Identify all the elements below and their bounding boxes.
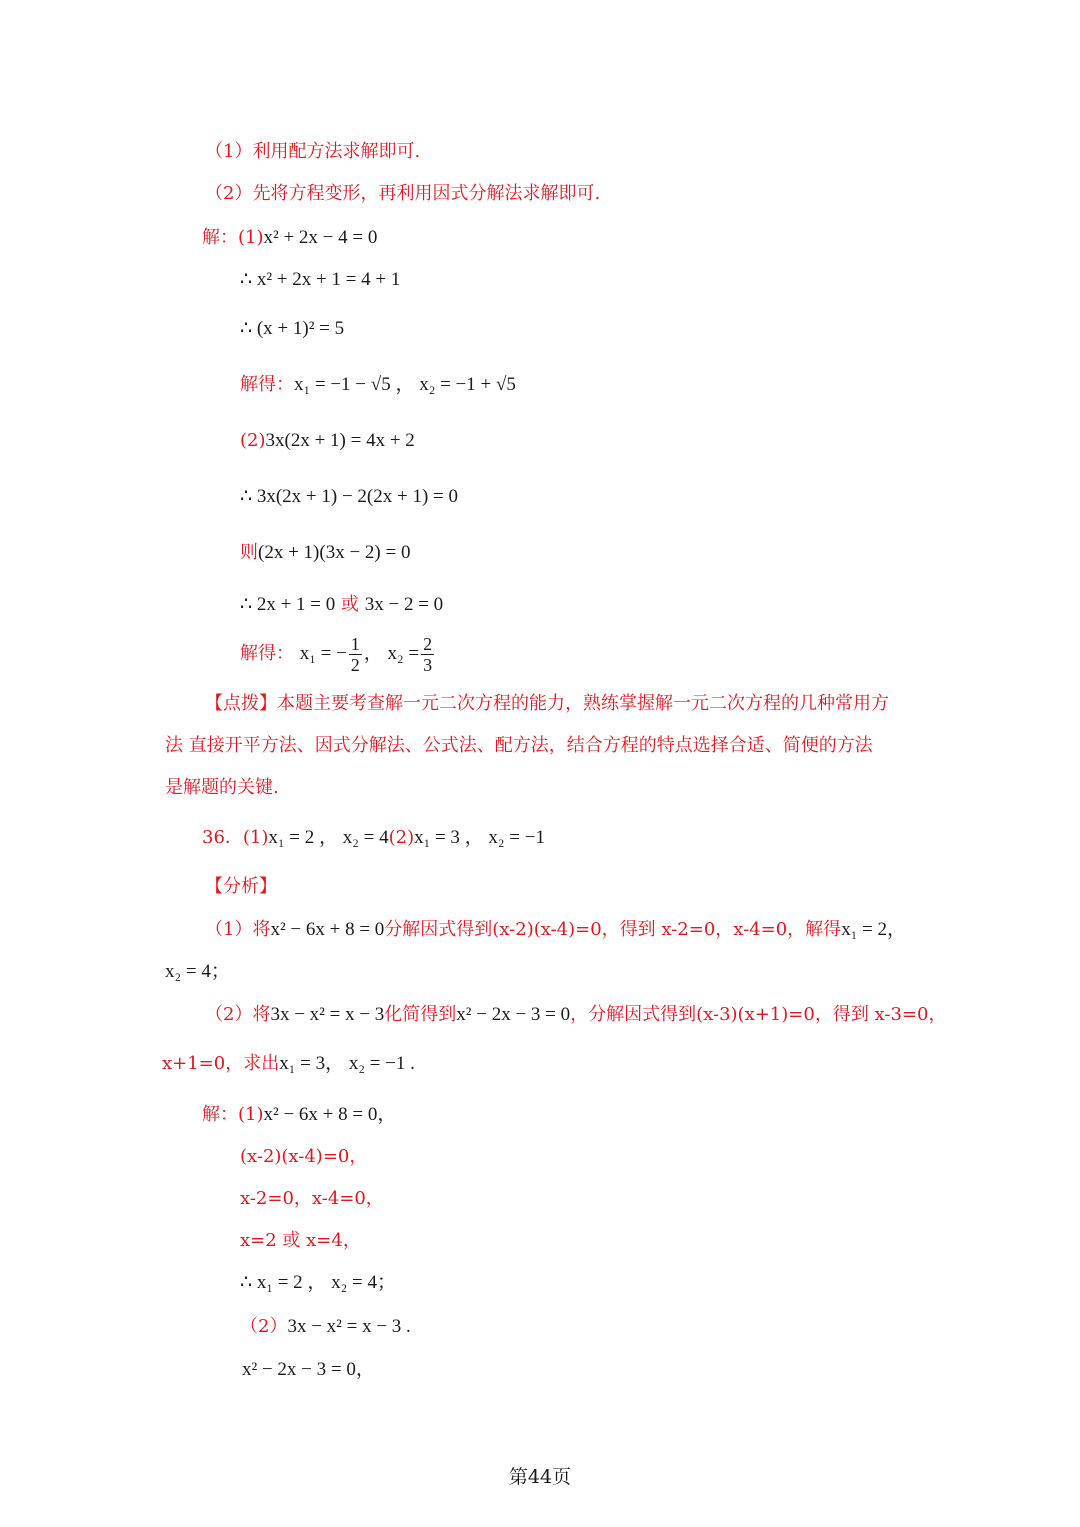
fraction-one-half bbox=[349, 634, 362, 675]
analysis-title: 【分析】 bbox=[205, 876, 277, 897]
answer-b: x₁ = 3 ， x₂ = −1 bbox=[414, 827, 545, 848]
part2-label: (2) bbox=[240, 430, 266, 451]
analysis-2-line-1 bbox=[205, 1003, 946, 1027]
fraction-numerator: 1 bbox=[350, 633, 360, 654]
q36-step-simplified: x² − 2x − 3 = 0， bbox=[242, 1359, 375, 1380]
part2-label: （2） bbox=[240, 1316, 288, 1337]
zero-product-a: ∴ 2x + 1 = 0 bbox=[240, 594, 336, 615]
analysis-2-equation-1: 3x − x² = x − 3 bbox=[270, 1004, 385, 1025]
step-zero-product bbox=[240, 593, 443, 617]
q36-answer bbox=[202, 826, 545, 850]
result-label: 解得： bbox=[240, 374, 294, 395]
step-square-form: ∴ (x + 1)² = 5 bbox=[240, 318, 345, 339]
question-number: 36． bbox=[202, 827, 243, 848]
tip-line-1: 【点拨】本题主要考查解一元二次方程的能力，熟练掌握解一元二次方程的几种常用方 bbox=[205, 693, 889, 714]
analysis-line-1: （1）利用配方法求解即可. bbox=[205, 141, 421, 162]
q36-step-factored: (x-2)(x-4)=0， bbox=[240, 1146, 368, 1167]
q36-step-roots: x=2 或 x=4， bbox=[240, 1230, 361, 1251]
result-part2 bbox=[240, 630, 436, 678]
analysis-1-equation: x² − 6x + 8 = 0 bbox=[270, 919, 385, 940]
solution-prefix: 解： bbox=[202, 227, 238, 248]
part1-equation: x² − 6x + 8 = 0， bbox=[263, 1104, 397, 1125]
analysis-1-line-2: x₂ = 4； bbox=[165, 961, 230, 982]
fraction-numerator: 2 bbox=[423, 633, 433, 654]
tip-line-3: 是解题的关键. bbox=[165, 777, 279, 798]
q36-solution-part2-header bbox=[240, 1315, 411, 1339]
part1-label: (1) bbox=[238, 227, 264, 248]
analysis-1-line-1 bbox=[205, 918, 906, 942]
answer-a-label: (1) bbox=[242, 827, 269, 848]
solution-prefix: 解： bbox=[202, 1104, 238, 1125]
fraction-two-thirds bbox=[421, 634, 434, 675]
solution-part1-header bbox=[202, 226, 377, 250]
fraction-denominator: 2 bbox=[350, 654, 360, 675]
result-label-2: 解得： bbox=[240, 643, 294, 664]
part1-label: (1) bbox=[238, 1104, 264, 1125]
step-move-terms: ∴ 3x(2x + 1) − 2(2x + 1) = 0 bbox=[240, 486, 459, 507]
step-complete-square: ∴ x² + 2x + 1 = 4 + 1 bbox=[240, 269, 401, 290]
fraction-denominator: 3 bbox=[423, 654, 433, 675]
solution-part2-header bbox=[240, 429, 415, 453]
part1-equation: x² + 2x − 4 = 0 bbox=[263, 227, 378, 248]
answer-b-label: (2) bbox=[388, 827, 415, 848]
zero-product-b: 3x − 2 = 0 bbox=[364, 594, 444, 615]
analysis-2-line-2 bbox=[162, 1052, 415, 1076]
q36-solution-part1-header bbox=[202, 1103, 396, 1127]
part2-equation: 3x − x² = x − 3 . bbox=[287, 1316, 411, 1337]
answer-a: x₁ = 2 ， x₂ = 4 bbox=[268, 827, 389, 848]
analysis-2-intro: （2）将 bbox=[205, 1004, 271, 1025]
tip-line-2: 法 直接开平方法、因式分解法、公式法、配方法，结合方程的特点选择合适、简便的方法 bbox=[165, 735, 873, 756]
q36-step-zero: x-2=0，x-4=0， bbox=[240, 1188, 384, 1209]
analysis-2-text-2: x+1=0，求出 bbox=[162, 1053, 280, 1074]
page-number: 第44页 bbox=[508, 1466, 572, 1488]
factored-equation: (2x + 1)(3x − 2) = 0 bbox=[258, 542, 411, 563]
result-part1-equation: x₁ = −1 − √5 ， x₂ = −1 + √5 bbox=[294, 374, 516, 395]
analysis-2-text: ，分解因式得到(x-3)(x+1)=0，得到 x-3=0， bbox=[570, 1004, 947, 1025]
result-part1 bbox=[240, 373, 516, 397]
step-factored bbox=[240, 541, 410, 565]
analysis-line-2: （2）先将方程变形，再利用因式分解法求解即可. bbox=[205, 183, 601, 204]
analysis-1-x1: x₁ = 2， bbox=[841, 919, 907, 940]
or-word: 或 bbox=[341, 594, 360, 615]
part2-equation: 3x(2x + 1) = 4x + 2 bbox=[265, 430, 415, 451]
analysis-2-equation-2: x² − 2x − 3 = 0 bbox=[456, 1004, 571, 1025]
analysis-2-result: x₁ = 3， x₂ = −1 . bbox=[279, 1053, 415, 1074]
analysis-1-text: 分解因式得到(x-2)(x-4)=0，得到 x-2=0，x-4=0，解得 bbox=[384, 919, 842, 940]
analysis-2-simplify: 化简得到 bbox=[384, 1004, 457, 1025]
result-x1: x₁ = − bbox=[299, 643, 347, 664]
q36-step-result: ∴ x₁ = 2 ， x₂ = 4； bbox=[240, 1272, 397, 1293]
analysis-1-intro: （1）将 bbox=[205, 919, 271, 940]
result-x2: ， x₂ = bbox=[363, 643, 420, 664]
step-then: 则 bbox=[240, 542, 258, 563]
